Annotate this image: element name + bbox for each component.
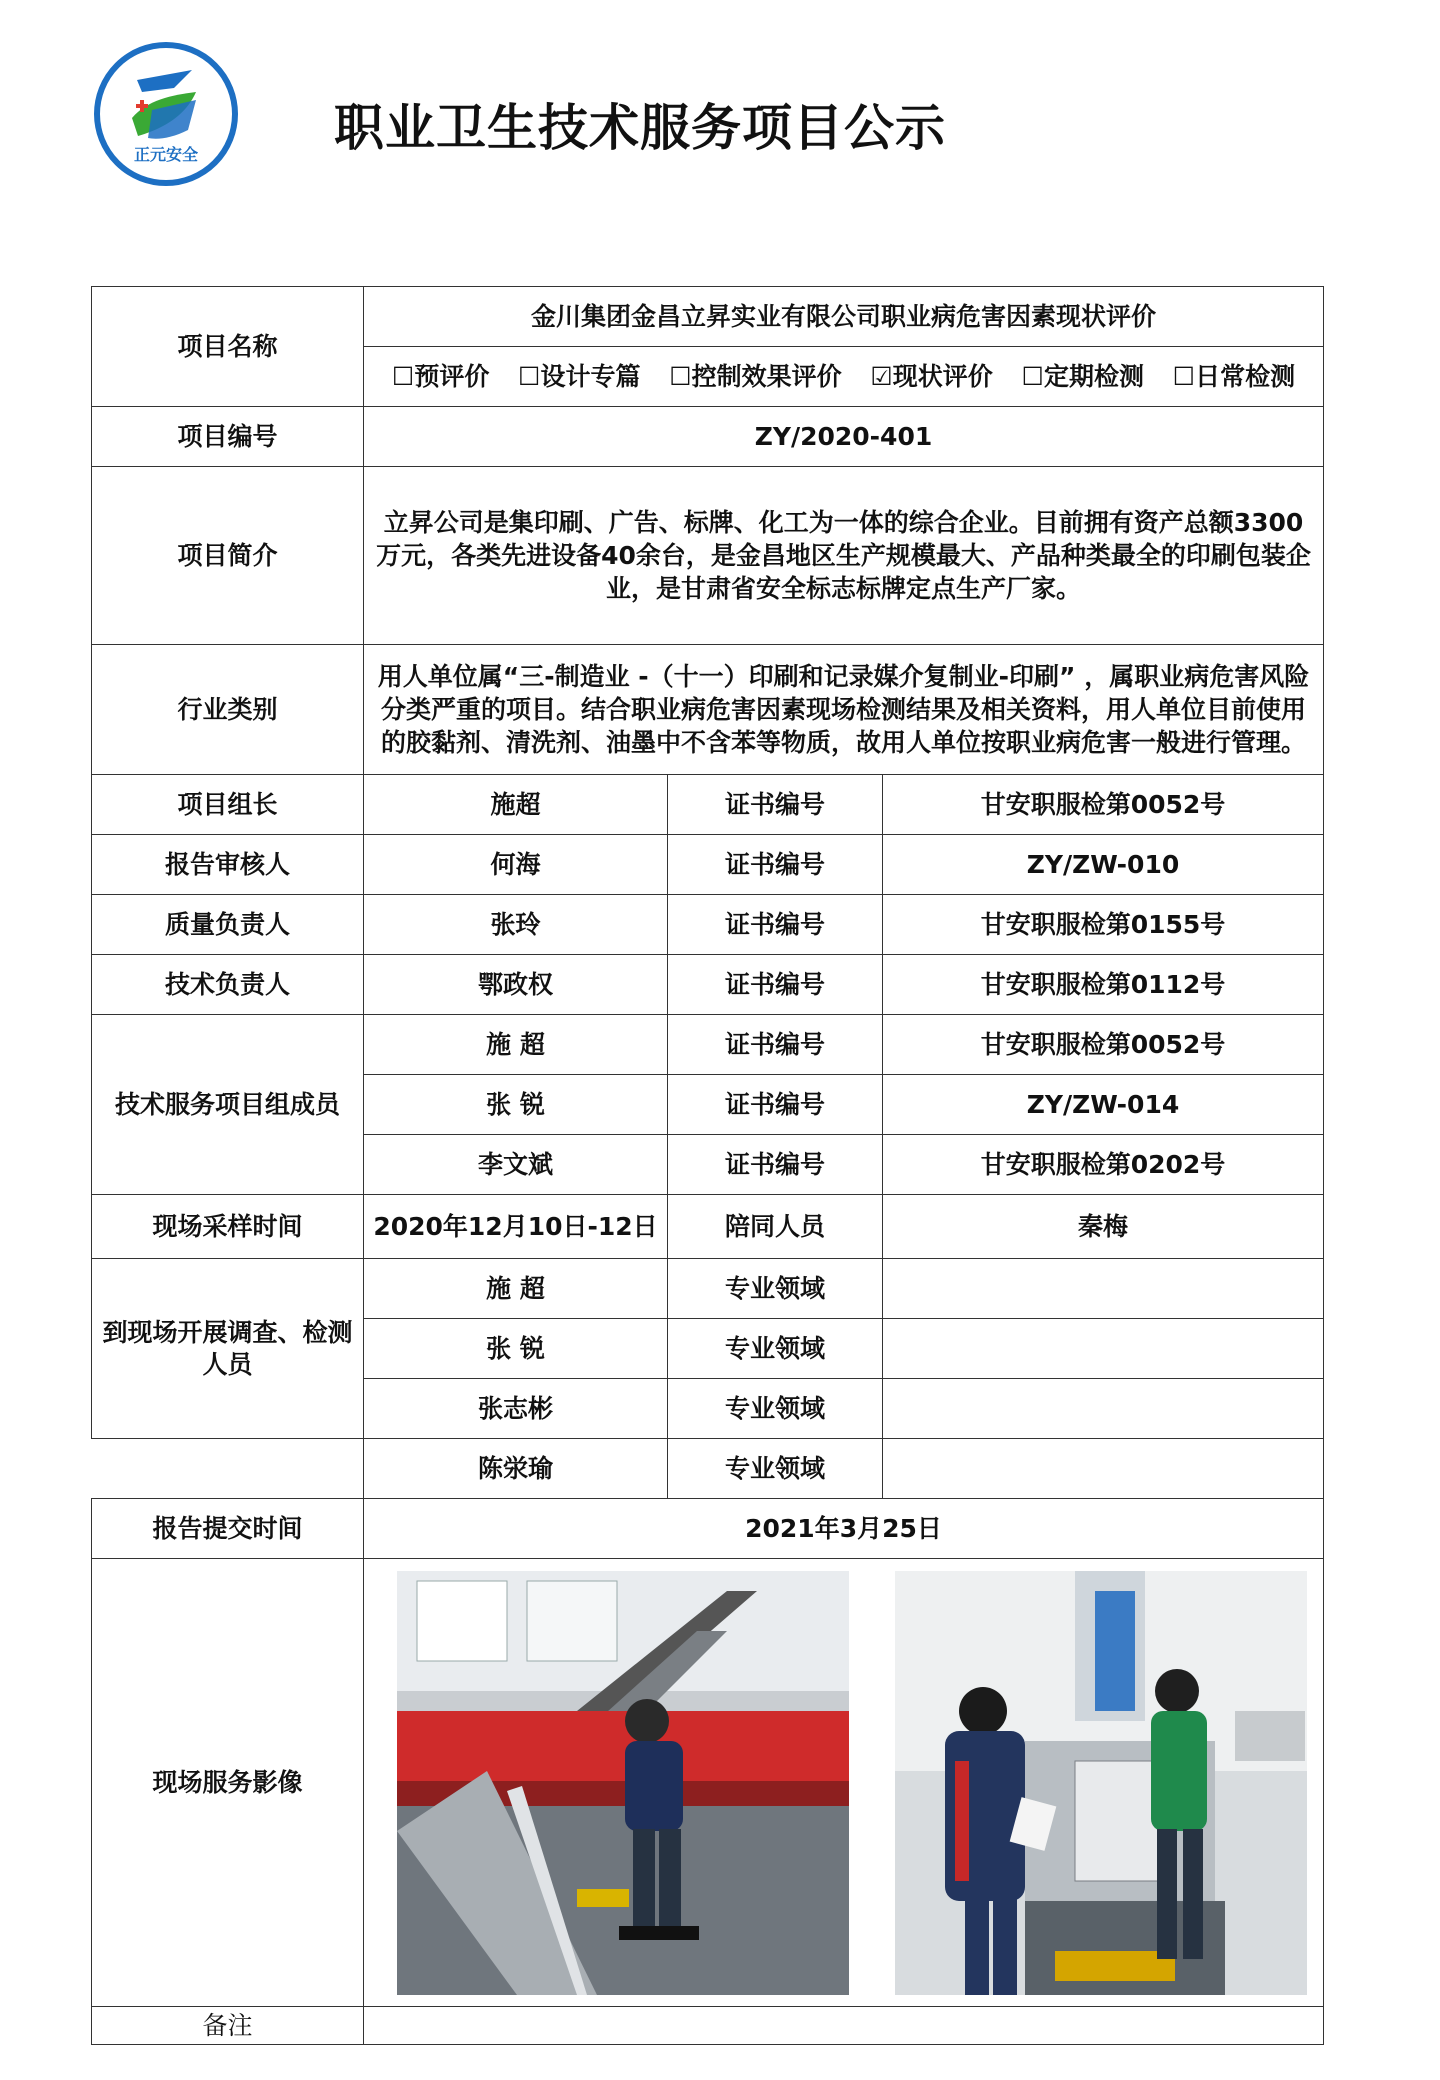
report-time-value: 2021年3月25日	[364, 1499, 1324, 1559]
report-time-label: 报告提交时间	[92, 1499, 364, 1559]
field-label: 专业领域	[668, 1379, 883, 1439]
onsite-field	[883, 1319, 1324, 1379]
leader-role: 项目组长	[92, 775, 364, 835]
member-cert: 甘安职服检第0202号	[883, 1135, 1324, 1195]
companion-value: 秦梅	[883, 1195, 1324, 1259]
site-photo-equipment-inspection	[895, 1571, 1307, 1995]
page-title: 职业卫生技术服务项目公示	[334, 99, 946, 157]
cert-label: 证书编号	[668, 1015, 883, 1075]
onsite-name: 陈泶瑜	[364, 1439, 668, 1499]
leader-name: 施超	[364, 775, 668, 835]
site-photo-shearing-machine	[397, 1571, 849, 1995]
onsite-name: 张 锐	[364, 1319, 668, 1379]
cert-label: 证书编号	[668, 1075, 883, 1135]
leader-role: 报告审核人	[92, 835, 364, 895]
project-intro-label: 项目简介	[92, 467, 364, 645]
option-daily-test: ☐日常检测	[1172, 361, 1296, 391]
project-name-value: 金川集团金昌立昇实业有限公司职业病危害因素现状评价	[364, 287, 1324, 347]
remark-value	[364, 2007, 1324, 2045]
leader-cert: 甘安职服检第0052号	[883, 775, 1324, 835]
remark-label: 备注	[92, 2007, 364, 2045]
member-name: 施 超	[364, 1015, 668, 1075]
cert-label: 证书编号	[668, 775, 883, 835]
project-number-value: ZY/2020-401	[364, 407, 1324, 467]
cert-label: 证书编号	[668, 835, 883, 895]
field-label: 专业领域	[668, 1259, 883, 1319]
onsite-field	[883, 1259, 1324, 1319]
onsite-staff-label: 到现场开展调查、检测人员	[92, 1259, 364, 1439]
onsite-field	[883, 1439, 1324, 1499]
project-number-label: 项目编号	[92, 407, 364, 467]
option-design-special: ☐设计专篇	[518, 361, 641, 391]
option-status-evaluation: ☑现状评价	[870, 361, 993, 391]
logo-text: 正元安全	[133, 147, 199, 164]
leader-name: 何海	[364, 835, 668, 895]
leader-cert: 甘安职服检第0112号	[883, 955, 1324, 1015]
project-name-label: 项目名称	[92, 287, 364, 407]
sampling-time-value: 2020年12月10日-12日	[364, 1195, 668, 1259]
option-control-effect: ☐控制效果评价	[669, 361, 842, 391]
cert-label: 证书编号	[668, 895, 883, 955]
onsite-name: 施 超	[364, 1259, 668, 1319]
industry-label: 行业类别	[92, 645, 364, 775]
leader-role: 技术负责人	[92, 955, 364, 1015]
publicity-table	[91, 286, 1324, 2045]
leader-cert: 甘安职服检第0155号	[883, 895, 1324, 955]
leader-name: 张玲	[364, 895, 668, 955]
members-label: 技术服务项目组成员	[92, 1015, 364, 1195]
project-intro-value: 立昇公司是集印刷、广告、标牌、化工为一体的综合企业。目前拥有资产总额3300万元，各类先进设备40余台，是金昌地区生产规模最大、产品种类最全的印刷包装企业，是甘肃省安全标志标牌定点生产厂家。	[364, 467, 1324, 645]
member-cert: ZY/ZW-014	[883, 1075, 1324, 1135]
site-images-cell	[364, 1559, 1324, 2007]
leader-name: 鄂政权	[364, 955, 668, 1015]
sampling-time-label: 现场采样时间	[92, 1195, 364, 1259]
leader-cert: ZY/ZW-010	[883, 835, 1324, 895]
leader-role: 质量负责人	[92, 895, 364, 955]
field-label: 专业领域	[668, 1319, 883, 1379]
member-name: 张 锐	[364, 1075, 668, 1135]
empty-cell	[92, 1439, 364, 1499]
field-label: 专业领域	[668, 1439, 883, 1499]
cert-label: 证书编号	[668, 955, 883, 1015]
onsite-field	[883, 1379, 1324, 1439]
option-pre-evaluation: ☐预评价	[391, 361, 490, 391]
cert-label: 证书编号	[668, 1135, 883, 1195]
companion-label: 陪同人员	[668, 1195, 883, 1259]
site-images-label: 现场服务影像	[92, 1559, 364, 2007]
evaluation-type-options	[364, 347, 1324, 407]
option-periodic-test: ☐定期检测	[1021, 361, 1144, 391]
industry-value: 用人单位属“三-制造业 -（十一）印刷和记录媒介复制业-印刷” ，属职业病危害风险分类严重的项目。结合职业病危害因素现场检测结果及相关资料，用人单位目前使用的胶黏剂、清洗剂、油墨中不含苯等物质，故用人单位按职业病危害一般进行管理。	[364, 645, 1324, 775]
onsite-name: 张志彬	[364, 1379, 668, 1439]
member-name: 李文斌	[364, 1135, 668, 1195]
member-cert: 甘安职服检第0052号	[883, 1015, 1324, 1075]
